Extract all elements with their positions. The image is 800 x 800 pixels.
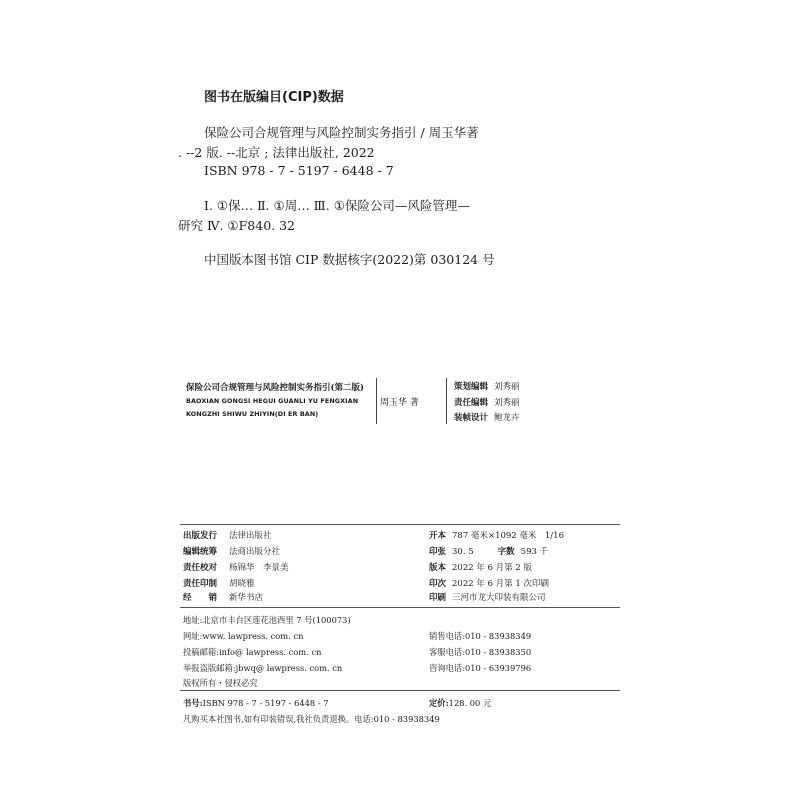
pub-value: 杨锦华 李景美 bbox=[229, 563, 289, 573]
footer-price bbox=[429, 697, 491, 709]
credit-label: 装帧设计 bbox=[454, 413, 489, 423]
credit-cover-design bbox=[454, 411, 520, 423]
contact-website: 网址:www. lawpress. com. cn bbox=[183, 631, 304, 641]
pub-distributor bbox=[183, 591, 263, 603]
pub-value: 法律出版社 bbox=[229, 531, 272, 541]
contact-address: 地址:北京市丰台区莲花池西里 7 号(100073) bbox=[183, 615, 351, 625]
cip-line-isbn: ISBN 978 - 7 - 5197 - 6448 - 7 bbox=[204, 163, 394, 178]
pub-value: 胡晓雅 bbox=[229, 579, 255, 589]
divider-top bbox=[180, 524, 620, 525]
credit-value: 鲍龙卉 bbox=[494, 413, 520, 423]
title-divider bbox=[376, 378, 377, 424]
copyright-notice: 版权所有・侵权必究 bbox=[183, 678, 258, 688]
pub-printing-supervisor bbox=[183, 577, 255, 589]
pub-value: 法商出版分社 bbox=[229, 547, 281, 557]
cip-line-title: 保险公司合规管理与风险控制实务指引 / 周玉华著 bbox=[204, 125, 479, 140]
pub-label: 责任印制 bbox=[183, 579, 218, 589]
divider-middle bbox=[180, 607, 620, 608]
divider-bottom bbox=[180, 690, 620, 691]
spec-sheets-words bbox=[429, 545, 548, 557]
book-title: 保险公司合规管理与风险控制实务指引(第二版) bbox=[186, 383, 365, 393]
credit-value: 刘秀丽 bbox=[494, 398, 520, 408]
spec-label: 印张 bbox=[429, 547, 447, 557]
contact-service-phone: 客服电话:010 - 83938350 bbox=[429, 647, 532, 657]
credit-responsible-editor bbox=[454, 396, 520, 408]
pub-value: 新华书店 bbox=[229, 593, 264, 603]
spec-edition bbox=[429, 561, 532, 573]
pub-label: 责任校对 bbox=[183, 563, 218, 573]
pub-proofreader bbox=[183, 561, 289, 573]
spec-format bbox=[429, 529, 564, 541]
cip-line-classification-cont: 研究 Ⅳ. ①F840. 32 bbox=[178, 218, 295, 233]
pub-label: 编辑统筹 bbox=[183, 547, 218, 557]
credit-label: 责任编辑 bbox=[454, 398, 489, 408]
cip-heading: 图书在版编目(CIP)数据 bbox=[204, 90, 344, 105]
cip-line-edition: . --2 版. --北京 ; 法律出版社, 2022 bbox=[178, 145, 375, 160]
credit-label: 策划编辑 bbox=[454, 382, 489, 392]
pub-label: 经 销 bbox=[183, 593, 218, 603]
book-title-pinyin: BAOXIAN GONGSI HEGUI GUANLI YU FENGXIAN bbox=[186, 397, 359, 405]
spec-label: 字数 bbox=[497, 547, 515, 557]
contact-inquiry-phone: 咨询电话:010 - 63939796 bbox=[429, 663, 532, 673]
credit-value: 刘秀丽 bbox=[494, 382, 520, 392]
isbn-label: 书号: bbox=[183, 698, 203, 708]
spec-value: 593 千 bbox=[520, 547, 549, 557]
spec-value: 787 毫米×1092 毫米 1/16 bbox=[452, 531, 564, 541]
contact-piracy-report-email: 举报盗版邮箱:jbwq@ lawpress. com. cn bbox=[183, 663, 343, 673]
contact-submission-email: 投稿邮箱:info@ lawpress. com. cn bbox=[183, 647, 322, 657]
isbn-value: ISBN 978 - 7 - 5197 - 6448 - 7 bbox=[202, 698, 329, 708]
spec-value: 2022 年 6 月第 2 版 bbox=[452, 563, 532, 573]
spec-label: 版本 bbox=[429, 563, 447, 573]
cip-line-record-number: 中国版本图书馆 CIP 数据核字(2022)第 030124 号 bbox=[204, 252, 495, 267]
footer-isbn bbox=[183, 697, 329, 709]
pub-editorial bbox=[183, 545, 280, 557]
footer-return-notice: 凡购买本社图书,如有印装错误,我社负责退换。电话:010 - 83938349 bbox=[183, 714, 440, 724]
contact-sales-phone: 销售电话:010 - 83938349 bbox=[429, 631, 532, 641]
spec-impression bbox=[429, 577, 549, 589]
author-divider bbox=[446, 378, 447, 424]
pub-label: 出版发行 bbox=[183, 531, 218, 541]
spec-label: 印次 bbox=[429, 579, 447, 589]
cip-line-classification: Ⅰ. ①保… Ⅱ. ①周… Ⅲ. ①保险公司—风险管理— bbox=[204, 198, 470, 213]
spec-printer bbox=[429, 591, 546, 603]
price-value: 128. 00 元 bbox=[448, 698, 492, 708]
spec-value: 30. 5 bbox=[452, 547, 474, 557]
spec-label: 印刷 bbox=[429, 593, 447, 603]
pub-publisher bbox=[183, 529, 272, 541]
spec-value: 2022 年 6 月第 1 次印刷 bbox=[452, 579, 549, 589]
book-title-pinyin-cont: KONGZHI SHIWU ZHIYIN(DI ER BAN) bbox=[186, 410, 319, 418]
spec-value: 三河市龙大印装有限公司 bbox=[452, 593, 546, 603]
spec-label: 开本 bbox=[429, 531, 447, 541]
credit-planning-editor bbox=[454, 380, 520, 392]
book-author: 周玉华 著 bbox=[380, 398, 419, 408]
price-label: 定价: bbox=[429, 698, 449, 708]
